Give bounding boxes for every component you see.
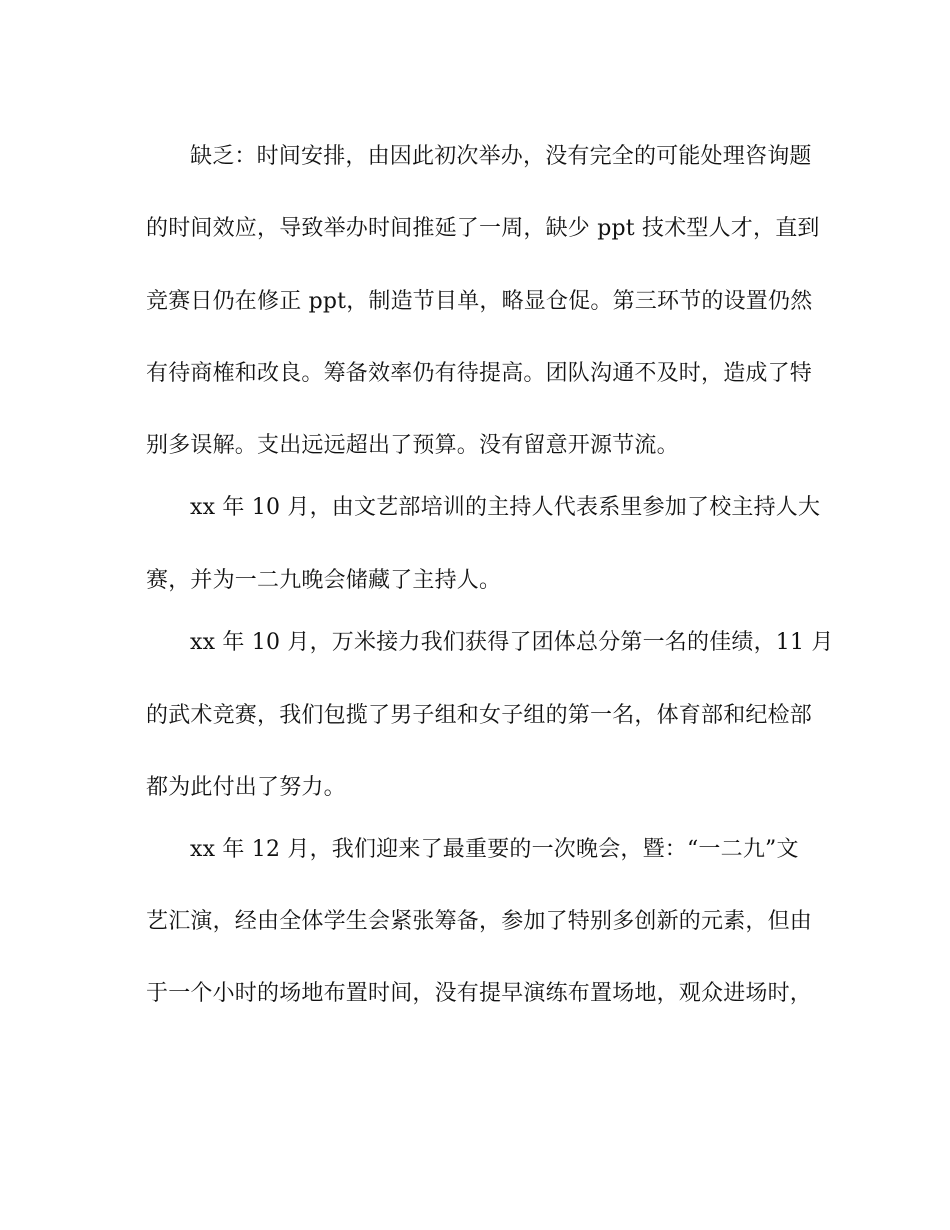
paragraph-line: 艺汇演，经由全体学生会紧张筹备，参加了特别多创新的元素，但由 — [146, 909, 813, 934]
paragraph-line: 都为此付出了努力。 — [146, 775, 346, 800]
paragraph-line: 于一个小时的场地布置时间，没有提早演练布置场地，观众进场时， — [146, 981, 813, 1006]
paragraph-line: 的时间效应，导致举办时间推延了一周，缺少 ppt 技术型人才，直到 — [146, 216, 820, 241]
paragraph-line: xx 年 10 月，由文艺部培训的主持人代表系里参加了校主持人大 — [190, 495, 821, 520]
paragraph-line: 有待商榷和改良。筹备效率仍有待提高。团队沟通不及时，造成了特 — [146, 361, 813, 386]
paragraph-line: 的武术竞赛，我们包揽了男子组和女子组的第一名，体育部和纪检部 — [146, 703, 813, 728]
paragraph-line: 缺乏：时间安排，由因此初次举办，没有完全的可能处理咨询题 — [190, 144, 812, 169]
paragraph-line: 竞赛日仍在修正 ppt，制造节目单，略显仓促。第三环节的设置仍然 — [146, 289, 813, 314]
paragraph-line: xx 年 12 月，我们迎来了最重要的一次晚会，暨：“一二九”文 — [190, 837, 799, 862]
paragraph-line: 赛，并为一二九晚会储藏了主持人。 — [146, 568, 502, 593]
paragraph-line: 别多误解。支出远远超出了预算。没有留意开源节流。 — [146, 433, 679, 458]
paragraph-line: xx 年 10 月，万米接力我们获得了团体总分第一名的佳绩，11 月 — [190, 630, 834, 655]
